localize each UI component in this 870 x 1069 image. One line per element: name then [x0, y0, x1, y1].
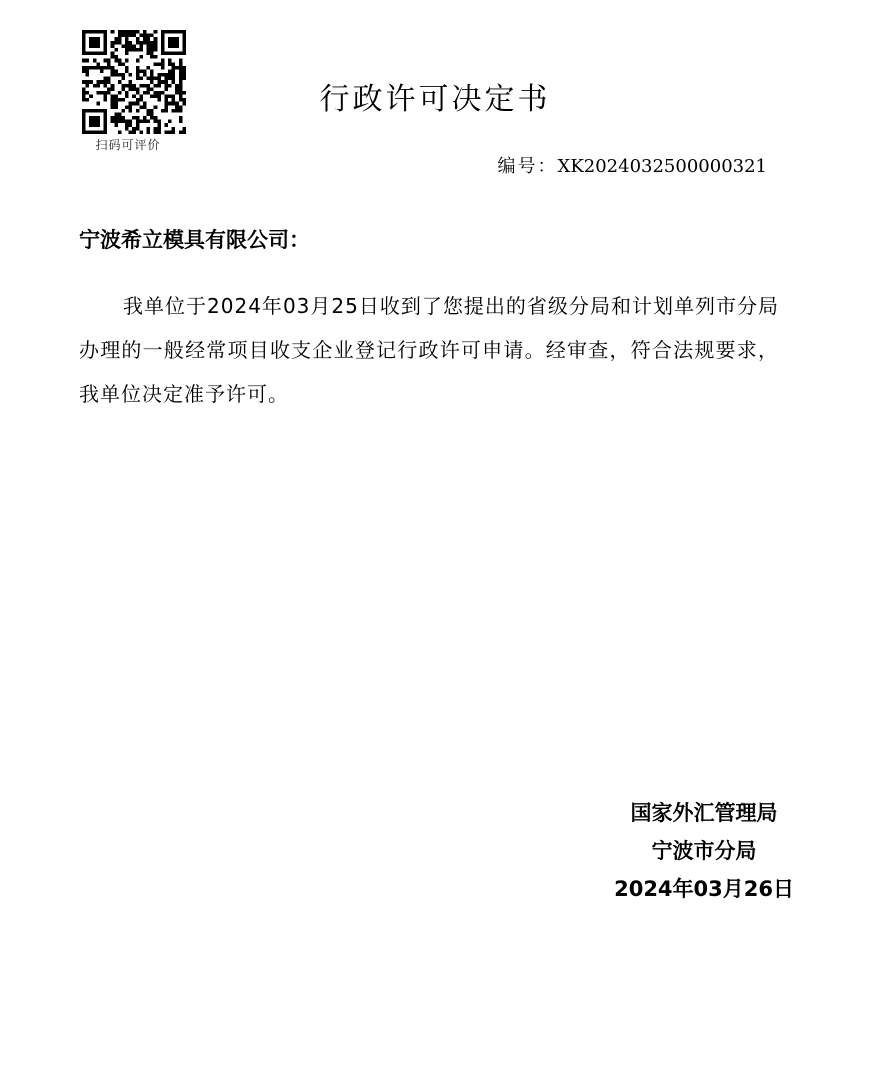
issuing-org-line1: 国家外汇管理局 [630, 801, 778, 825]
document-number-label: 编号： [497, 156, 558, 177]
document-title: 行政许可决定书 [319, 82, 551, 117]
document-number-value: XK2024032500000321 [557, 156, 767, 177]
issuing-org-line2: 宁波市分局 [651, 839, 757, 863]
document-number [498, 152, 768, 178]
qr-caption: 扫码可评价 [95, 138, 161, 152]
signature-block [614, 794, 794, 908]
addressee: 宁波希立模具有限公司： [79, 228, 310, 252]
decision-body: 我单位于2024年03月25日收到了您提出的省级分局和计划单列市分局办理的一般经常项目收支企业登记行政许可申请。经审查，符合法规要求，我单位决定准予许可。 [79, 294, 779, 406]
issue-date: 2024年03月26日 [614, 877, 794, 901]
